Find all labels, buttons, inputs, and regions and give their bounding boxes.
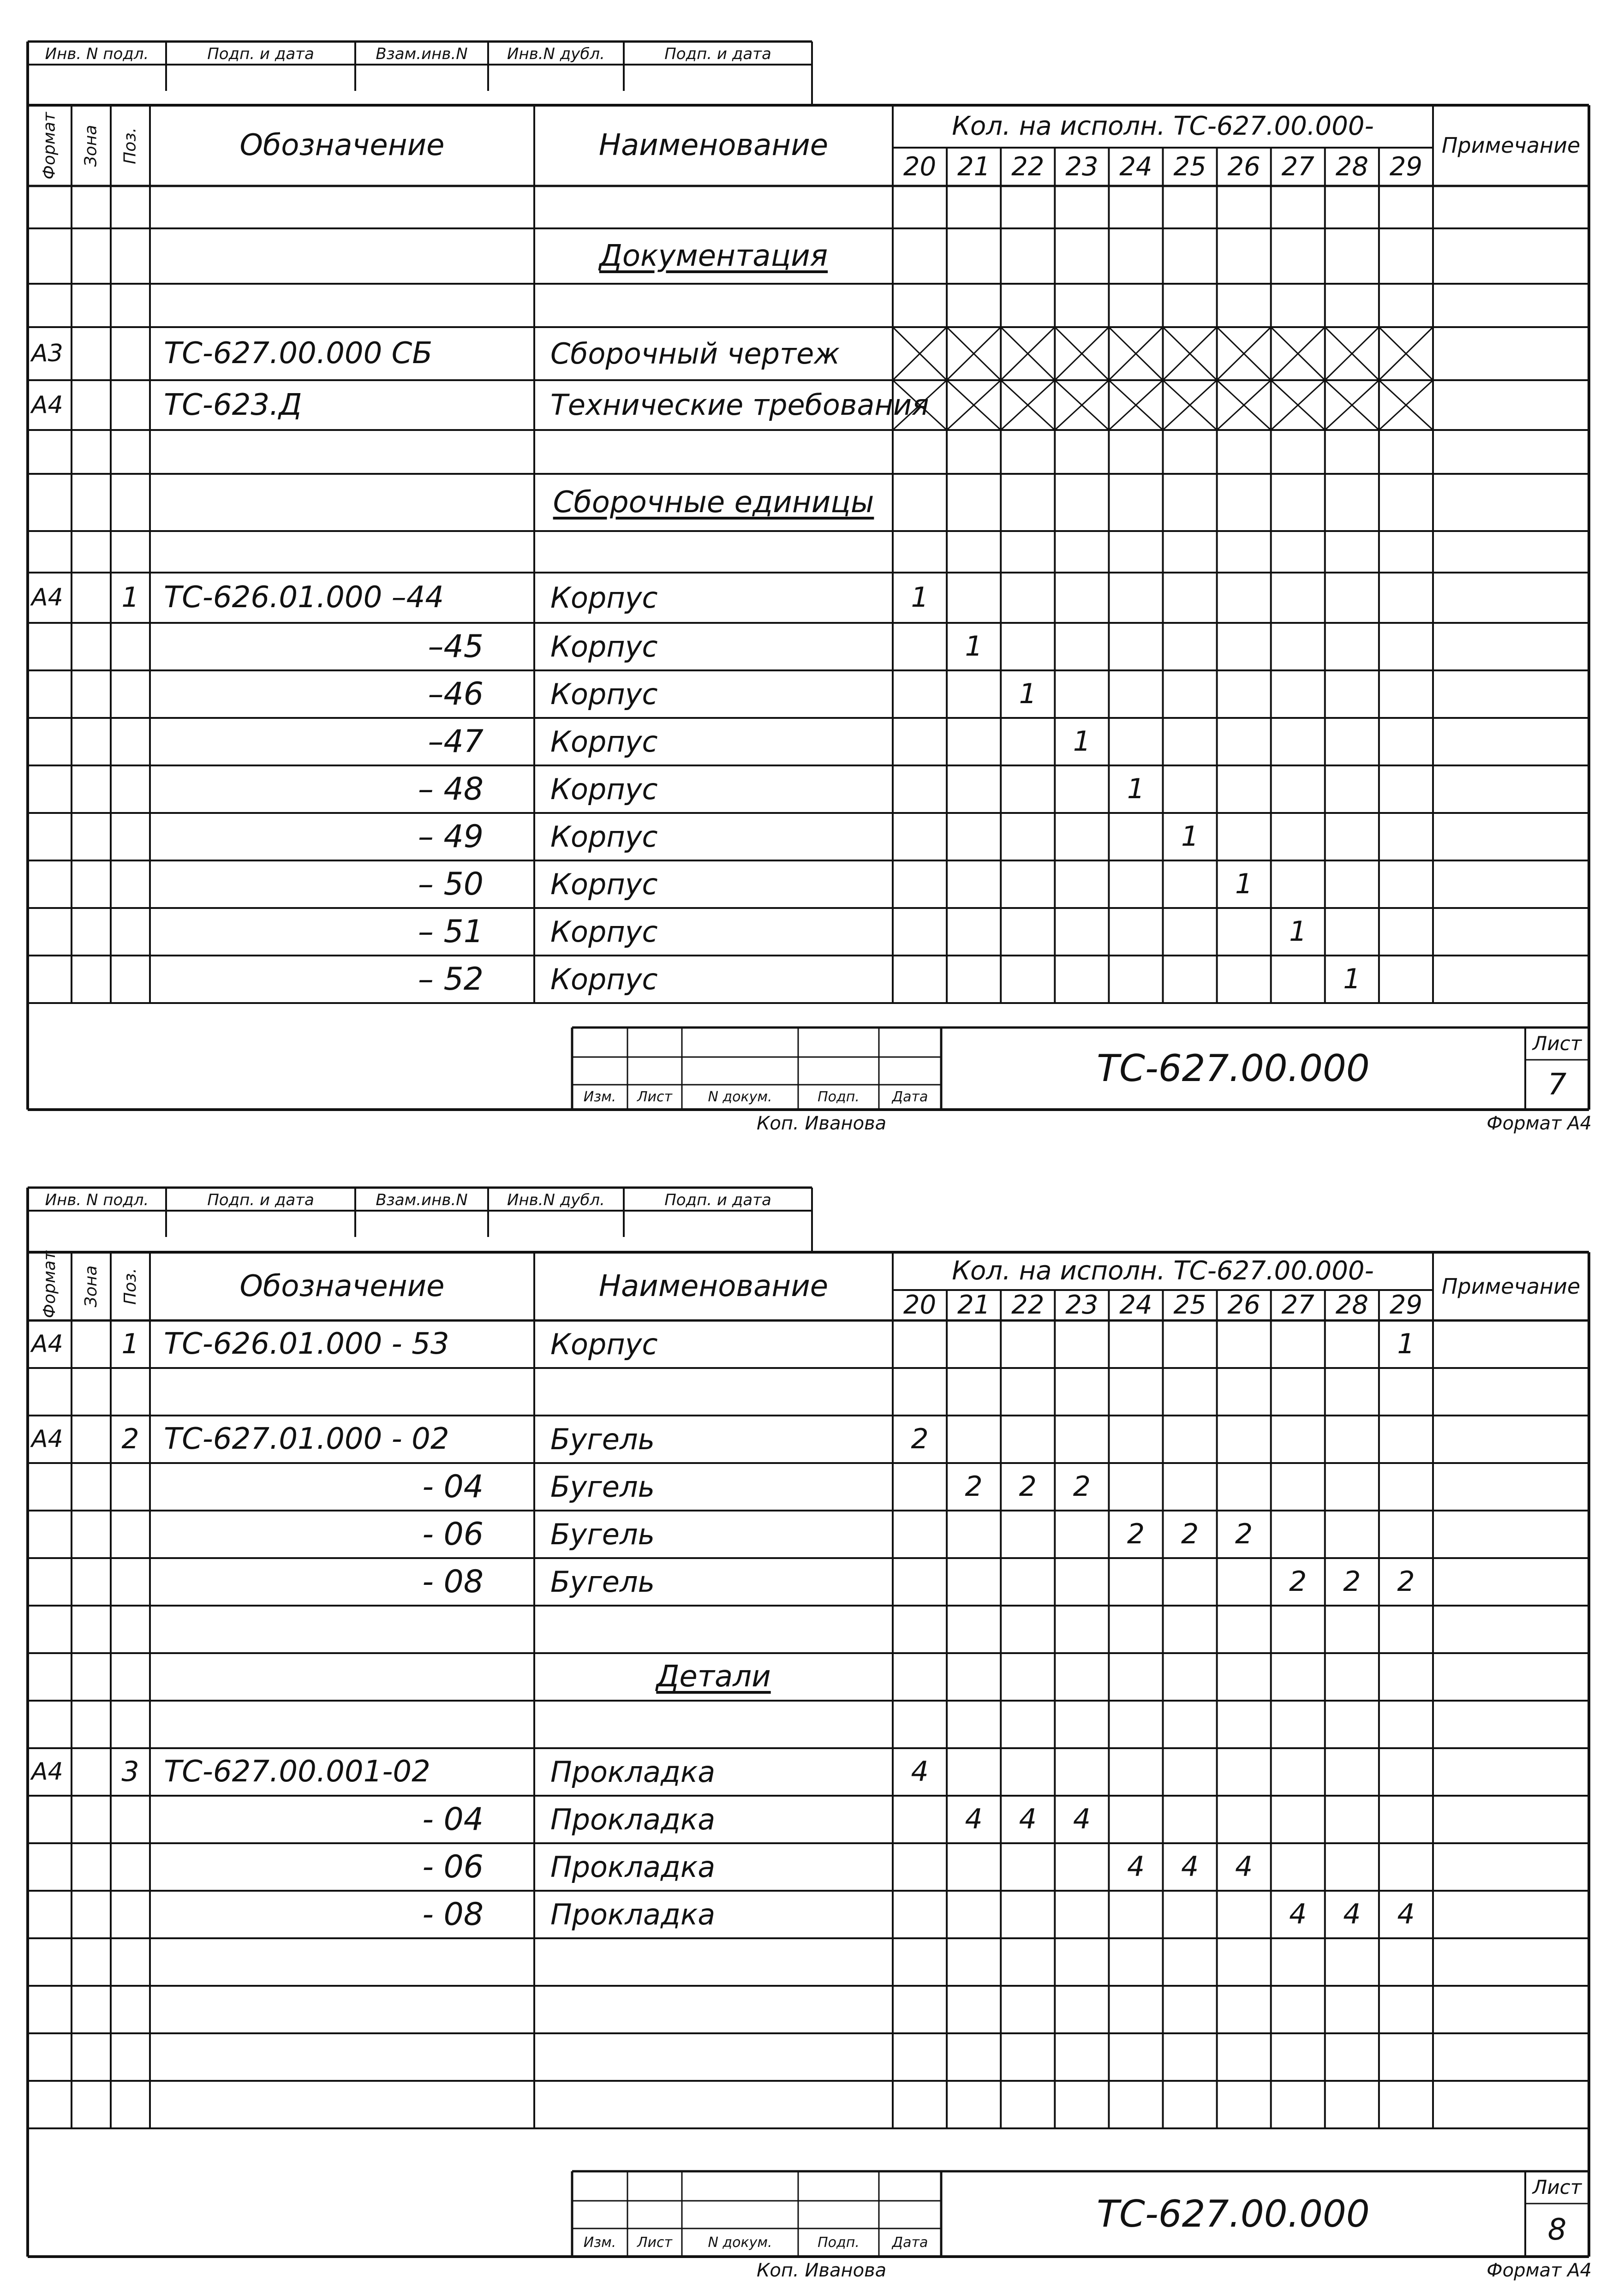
sheet-label: Лист xyxy=(1532,1032,1582,1055)
quantity-cell: 2 xyxy=(1073,1470,1091,1503)
header-variant-1: 21 xyxy=(957,152,991,182)
document-code: ТС-627.00.000 xyxy=(1097,2192,1370,2235)
header-designation: Обозначение xyxy=(239,1269,445,1303)
name-cell: Бугель xyxy=(550,1470,655,1504)
stamp-label: Подп. и дата xyxy=(207,45,314,63)
designation-cell: –45 xyxy=(428,628,484,665)
stamp-label: Подп. и дата xyxy=(664,1191,771,1209)
quantity-cell: 1 xyxy=(1343,963,1361,995)
designation-cell: ТС-627.00.000 СБ xyxy=(164,336,433,370)
name-cell: Прокладка xyxy=(550,1755,716,1789)
revision-label: Изм. xyxy=(583,1089,616,1105)
copied-by: Коп. Иванова xyxy=(757,2260,887,2281)
header-variant-2: 22 xyxy=(1011,152,1045,182)
header-variant-2: 22 xyxy=(1011,1290,1045,1320)
header-format: Формат xyxy=(40,1250,59,1318)
header-variant-9: 29 xyxy=(1389,152,1423,182)
name-cell: Корпус xyxy=(550,820,658,854)
designation-cell: – 51 xyxy=(418,914,484,950)
stamp-label: Взам.инв.N xyxy=(376,1191,468,1209)
header-variants-title: Кол. на исполн. ТС-627.00.000- xyxy=(952,1256,1374,1286)
format-cell: А4 xyxy=(31,1330,63,1358)
designation-cell: – 48 xyxy=(418,771,484,807)
sheet-number: 7 xyxy=(1547,1068,1567,1102)
header-variant-0: 20 xyxy=(903,1290,937,1320)
quantity-cell: 1 xyxy=(1397,1328,1415,1360)
header-zone: Зона xyxy=(81,1265,101,1308)
name-cell: Прокладка xyxy=(550,1803,716,1836)
section-heading: Документация xyxy=(599,239,828,273)
header-variant-5: 25 xyxy=(1173,1290,1206,1320)
name-cell: Корпус xyxy=(550,915,658,949)
header-name: Наименование xyxy=(598,128,829,162)
header-zone: Зона xyxy=(81,125,101,167)
header-variant-4: 24 xyxy=(1119,1290,1152,1320)
quantity-cell: 2 xyxy=(1343,1565,1361,1598)
designation-cell: ТС-623.Д xyxy=(164,388,302,422)
format-cell: А4 xyxy=(31,1425,63,1453)
revision-label: Изм. xyxy=(583,2234,616,2251)
header-note: Примечание xyxy=(1441,1274,1581,1299)
quantity-cell: 4 xyxy=(1397,1898,1415,1930)
name-cell: Бугель xyxy=(550,1517,655,1551)
header-variants-title: Кол. на исполн. ТС-627.00.000- xyxy=(952,111,1374,141)
name-cell: Корпус xyxy=(550,677,658,711)
quantity-cell: 2 xyxy=(1019,1470,1037,1503)
header-variant-5: 25 xyxy=(1173,152,1206,182)
revision-label: N докум. xyxy=(708,1089,772,1105)
quantity-cell: 1 xyxy=(965,630,983,663)
header-variant-6: 26 xyxy=(1227,152,1260,182)
quantity-cell: 2 xyxy=(1127,1518,1145,1550)
name-cell: Корпус xyxy=(550,630,658,663)
revision-label: Подп. xyxy=(818,2234,860,2251)
name-cell: Прокладка xyxy=(550,1850,716,1884)
position-cell: 3 xyxy=(121,1756,139,1788)
format-label: Формат А4 xyxy=(1487,1113,1592,1134)
name-cell: Сборочный чертеж xyxy=(550,337,840,370)
section-heading: Сборочные единицы xyxy=(553,485,874,520)
header-format: Формат xyxy=(40,112,59,179)
designation-cell: - 06 xyxy=(422,1516,484,1553)
header-variant-9: 29 xyxy=(1389,1290,1423,1320)
designation-cell: ТС-627.00.001-02 xyxy=(164,1755,430,1789)
stamp-label: Подп. и дата xyxy=(207,1191,314,1209)
stamp-label: Инв. N подл. xyxy=(45,45,149,63)
quantity-cell: 2 xyxy=(1235,1518,1253,1550)
document-code: ТС-627.00.000 xyxy=(1097,1047,1370,1090)
designation-cell: –46 xyxy=(428,676,484,712)
quantity-cell: 4 xyxy=(1289,1898,1307,1930)
designation-cell: - 06 xyxy=(422,1849,484,1885)
name-cell: Корпус xyxy=(550,1327,658,1361)
header-designation: Обозначение xyxy=(239,128,445,162)
revision-label: N докум. xyxy=(708,2234,772,2251)
format-cell: А4 xyxy=(31,584,63,611)
quantity-cell: 2 xyxy=(1397,1565,1415,1598)
sheet-number: 8 xyxy=(1547,2213,1567,2247)
stamp-label: Инв.N дубл. xyxy=(507,1191,605,1209)
stamp-label: Инв.N дубл. xyxy=(507,45,605,63)
header-variant-3: 23 xyxy=(1065,1290,1099,1320)
quantity-cell: 2 xyxy=(911,1423,929,1455)
stamp-label: Инв. N подл. xyxy=(45,1191,149,1209)
revision-label: Дата xyxy=(892,2234,928,2251)
header-variant-0: 20 xyxy=(903,152,937,182)
format-cell: А3 xyxy=(31,340,63,367)
designation-cell: – 50 xyxy=(418,866,484,902)
quantity-cell: 1 xyxy=(1289,915,1307,948)
position-cell: 1 xyxy=(121,1328,139,1360)
name-cell: Технические требования xyxy=(550,388,929,422)
name-cell: Корпус xyxy=(550,867,658,901)
header-variant-1: 21 xyxy=(957,1290,991,1320)
position-cell: 2 xyxy=(121,1423,139,1455)
name-cell: Бугель xyxy=(550,1565,655,1599)
quantity-cell: 1 xyxy=(1235,868,1253,900)
name-cell: Корпус xyxy=(550,962,658,996)
quantity-cell: 1 xyxy=(1019,678,1037,710)
header-variant-8: 28 xyxy=(1335,1290,1368,1320)
header-variant-7: 27 xyxy=(1281,1290,1314,1320)
quantity-cell: 1 xyxy=(1073,725,1091,758)
quantity-cell: 4 xyxy=(1073,1803,1091,1835)
quantity-cell: 4 xyxy=(911,1756,929,1788)
designation-cell: - 04 xyxy=(422,1801,484,1838)
designation-cell: ТС-626.01.000 - 53 xyxy=(164,1327,449,1361)
quantity-cell: 2 xyxy=(965,1470,983,1503)
header-variant-4: 24 xyxy=(1119,152,1152,182)
header-pos: Поз. xyxy=(120,127,140,164)
header-variant-3: 23 xyxy=(1065,152,1099,182)
designation-cell: – 52 xyxy=(418,961,484,998)
quantity-cell: 4 xyxy=(1181,1851,1199,1883)
header-name: Наименование xyxy=(598,1269,829,1303)
designation-cell: ТС-627.01.000 - 02 xyxy=(164,1422,449,1456)
quantity-cell: 4 xyxy=(1343,1898,1361,1930)
format-cell: А4 xyxy=(31,1758,63,1786)
designation-cell: – 49 xyxy=(418,818,484,855)
header-note: Примечание xyxy=(1441,133,1581,158)
quantity-cell: 4 xyxy=(1127,1851,1145,1883)
quantity-cell: 1 xyxy=(1181,820,1199,853)
specification-sheet-8 xyxy=(0,1147,1624,2294)
quantity-cell: 4 xyxy=(1019,1803,1037,1835)
name-cell: Корпус xyxy=(550,725,658,759)
stamp-label: Подп. и дата xyxy=(664,45,771,63)
header-variant-7: 27 xyxy=(1281,152,1314,182)
copied-by: Коп. Иванова xyxy=(757,1113,887,1134)
quantity-cell: 4 xyxy=(965,1803,983,1835)
sheet-label: Лист xyxy=(1532,2176,1582,2198)
revision-label: Подп. xyxy=(818,1089,860,1105)
designation-cell: - 08 xyxy=(422,1564,484,1600)
position-cell: 1 xyxy=(121,581,139,614)
quantity-cell: 2 xyxy=(1181,1518,1199,1550)
format-label: Формат А4 xyxy=(1487,2260,1592,2281)
stamp-label: Взам.инв.N xyxy=(376,45,468,63)
name-cell: Корпус xyxy=(550,772,658,806)
revision-label: Лист xyxy=(637,1089,673,1105)
header-pos: Поз. xyxy=(120,1268,140,1305)
designation-cell: - 04 xyxy=(422,1469,484,1505)
revision-label: Лист xyxy=(637,2234,673,2251)
revision-label: Дата xyxy=(892,1089,928,1105)
header-variant-8: 28 xyxy=(1335,152,1368,182)
name-cell: Бугель xyxy=(550,1422,655,1456)
name-cell: Корпус xyxy=(550,581,658,615)
section-heading: Детали xyxy=(656,1660,771,1694)
format-cell: А4 xyxy=(31,391,63,419)
header-variant-6: 26 xyxy=(1227,1290,1260,1320)
quantity-cell: 1 xyxy=(911,581,929,614)
name-cell: Прокладка xyxy=(550,1898,716,1931)
quantity-cell: 2 xyxy=(1289,1565,1307,1598)
quantity-cell: 1 xyxy=(1127,773,1145,805)
designation-cell: - 08 xyxy=(422,1896,484,1933)
designation-cell: –47 xyxy=(428,723,484,760)
quantity-cell: 4 xyxy=(1235,1851,1253,1883)
designation-cell: ТС-626.01.000 –44 xyxy=(164,580,444,615)
